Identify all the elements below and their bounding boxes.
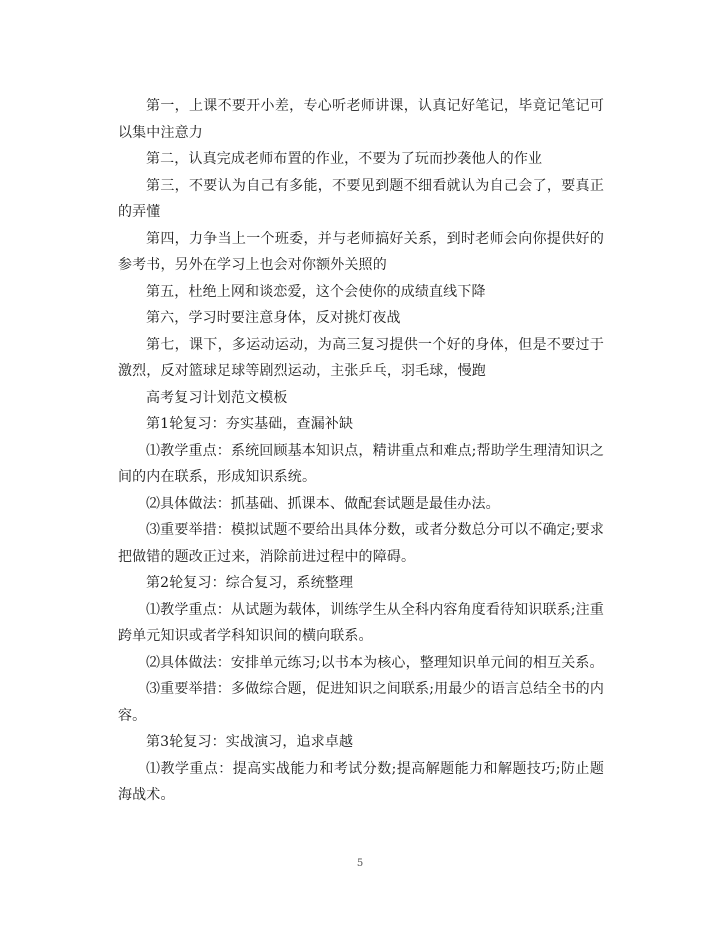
paragraph-1: 第一，上课不要开小差，专心听老师讲课，认真记好笔记，毕竟记笔记可以集中注意力 [118,98,604,141]
page-number: 5 [356,858,364,869]
round-3-heading: 第3轮复习：实战演习，追求卓越 [146,734,354,750]
paragraph-3: 第三，不要认为自己有多能，不要见到题不细看就认为自己会了，要真正的弄懂 [118,177,604,220]
round-1-heading: 第1轮复习：夯实基础，查漏补缺 [146,416,354,432]
paragraph-5: 第五，杜绝上网和谈恋爱，这个会使你的成绩直线下降 [146,283,486,300]
round-3-item-1: ⑴教学重点：提高实战能力和考试分数;提高解题能力和解题技巧;防止题海战术。 [118,760,604,803]
paragraph-4: 第四，力争当上一个班委，并与老师搞好关系，到时老师会向你提供好的参考书，另外在学习上也会对你额外关照的 [118,230,604,273]
round-2-item-2: ⑵具体做法：安排单元练习;以书本为核心，整理知识单元间的相互关系。 [146,654,604,671]
round-1-item-1: ⑴教学重点：系统回顾基本知识点，精讲重点和难点;帮助学生理清知识之间的内在联系，形成知识系统。 [118,442,604,485]
round-1-item-2: ⑵具体做法：抓基础、抓课本、做配套试题是最佳办法。 [146,495,500,512]
paragraph-7: 第七，课下，多运动运动，为高三复习提供一个好的身体，但是不要过于激烈，反对篮球足球等剧烈运动，主张乒乓，羽毛球，慢跑 [118,336,604,379]
document-body [118,93,604,809]
round-2-item-3: ⑶重要举措：多做综合题，促进知识之间联系;用最少的语言总结全书的内容。 [118,681,604,724]
round-2-heading: 第2轮复习：综合复习，系统整理 [146,575,354,591]
round-2-item-1: ⑴教学重点：从试题为载体，训练学生从全科内容角度看待知识联系;注重跨单元知识或者学科知识间的横向联系。 [118,601,604,644]
round-1-item-3: ⑶重要举措：模拟试题不要给出具体分数，或者分数总分可以不确定;要求把做错的题改正过来，消除前进过程中的障碍。 [118,522,604,565]
section-heading: 高考复习计划范文模板 [146,389,288,406]
paragraph-2: 第二，认真完成老师布置的作业，不要为了玩而抄袭他人的作业 [146,151,543,167]
paragraph-6: 第六，学习时要注意身体，反对挑灯夜战 [146,310,401,326]
